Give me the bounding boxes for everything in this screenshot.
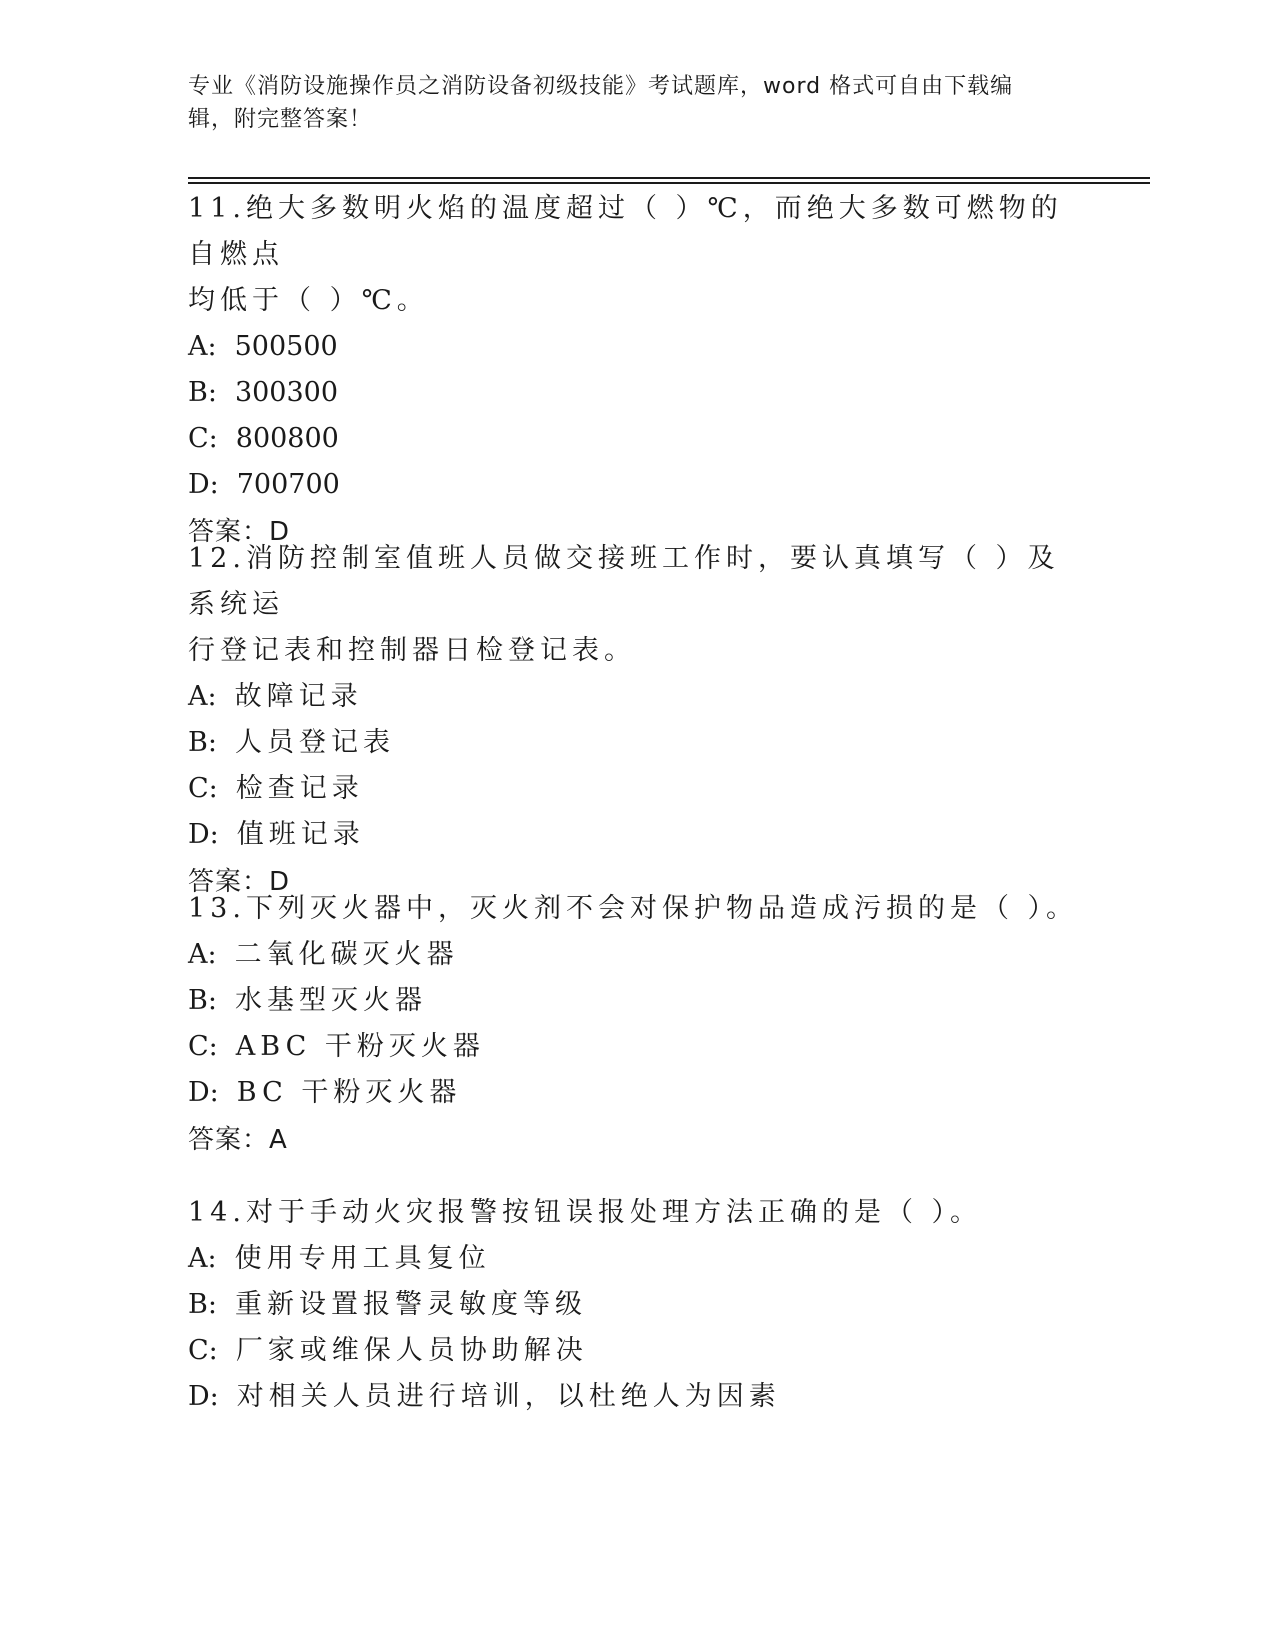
option-key: A: bbox=[188, 681, 217, 712]
option-key: D: bbox=[188, 469, 219, 500]
option-text: 厂家或维保人员协助解决 bbox=[235, 1335, 588, 1366]
option-text: 二氧化碳灭火器 bbox=[234, 939, 459, 970]
option-text: 700700 bbox=[236, 469, 340, 500]
option-c bbox=[188, 1328, 1088, 1374]
question-14 bbox=[188, 1190, 1088, 1420]
option-key: B: bbox=[188, 727, 217, 758]
option-d bbox=[188, 462, 1088, 508]
option-d bbox=[188, 1374, 1088, 1420]
option-key: C: bbox=[188, 423, 218, 454]
option-text: 故障记录 bbox=[234, 681, 363, 712]
option-text: 500500 bbox=[234, 331, 338, 362]
option-key: B: bbox=[188, 985, 217, 1016]
option-c bbox=[188, 416, 1088, 462]
header-divider-top bbox=[188, 177, 1150, 179]
header-divider-bottom bbox=[188, 182, 1150, 184]
option-text: 重新设置报警灵敏度等级 bbox=[234, 1289, 587, 1320]
header-line-2: 辑，附完整答案！ bbox=[188, 107, 373, 132]
question-13 bbox=[188, 886, 1088, 1163]
option-text: 检查记录 bbox=[235, 773, 364, 804]
option-key: C: bbox=[188, 773, 218, 804]
option-b bbox=[188, 1282, 1088, 1328]
option-b bbox=[188, 978, 1088, 1024]
option-key: D: bbox=[188, 1077, 219, 1108]
option-text: 对相关人员进行培训，以杜绝人为因素 bbox=[236, 1381, 781, 1412]
option-text: 使用专用工具复位 bbox=[234, 1243, 491, 1274]
option-d bbox=[188, 812, 1088, 858]
option-b bbox=[188, 720, 1088, 766]
answer-line: 答案：D bbox=[188, 517, 291, 547]
answer-line: 答案：D bbox=[188, 867, 291, 897]
answer-line: 答案：A bbox=[188, 1125, 288, 1155]
option-text: 值班记录 bbox=[236, 819, 365, 850]
option-c bbox=[188, 1024, 1088, 1070]
question-12 bbox=[188, 536, 1088, 905]
question-stem-line-2: 均低于（ ）℃。 bbox=[188, 285, 429, 316]
question-11 bbox=[188, 186, 1088, 555]
option-text: BC 干粉灭火器 bbox=[236, 1077, 462, 1108]
option-text: 人员登记表 bbox=[234, 727, 395, 758]
option-d bbox=[188, 1070, 1088, 1116]
header-line-1: 专业《消防设施操作员之消防设备初级技能》考试题库，word 格式可自由下载编 bbox=[188, 74, 1014, 99]
question-stem-line-1: 13.下列灭火器中，灭火剂不会对保护物品造成污损的是（ ）。 bbox=[188, 893, 1079, 924]
option-c bbox=[188, 766, 1088, 812]
option-key: D: bbox=[188, 1381, 219, 1412]
option-key: C: bbox=[188, 1335, 218, 1366]
option-text: 800800 bbox=[235, 423, 339, 454]
option-text: 300300 bbox=[234, 377, 339, 408]
option-key: D: bbox=[188, 819, 219, 850]
document-header bbox=[188, 70, 1088, 136]
question-stem-line-1: 11.绝大多数明火焰的温度超过（ ）℃，而绝大多数可燃物的自燃点 bbox=[188, 193, 1063, 270]
question-stem-line-1: 14.对于手动火灾报警按钮误报处理方法正确的是（ ）。 bbox=[188, 1197, 983, 1228]
option-a bbox=[188, 324, 1088, 370]
option-key: A: bbox=[188, 939, 217, 970]
option-a bbox=[188, 674, 1088, 720]
option-key: B: bbox=[188, 1289, 217, 1320]
option-key: A: bbox=[188, 331, 217, 362]
question-stem-line-2: 行登记表和控制器日检登记表。 bbox=[188, 635, 636, 666]
option-text: 水基型灭火器 bbox=[234, 985, 427, 1016]
option-text: ABC 干粉灭火器 bbox=[235, 1031, 485, 1062]
option-a bbox=[188, 1236, 1088, 1282]
option-a bbox=[188, 932, 1088, 978]
option-b bbox=[188, 370, 1088, 416]
option-key: C: bbox=[188, 1031, 218, 1062]
question-stem-line-1: 12.消防控制室值班人员做交接班工作时，要认真填写（ ）及系统运 bbox=[188, 543, 1060, 620]
option-key: A: bbox=[188, 1243, 217, 1274]
option-key: B: bbox=[188, 377, 217, 408]
